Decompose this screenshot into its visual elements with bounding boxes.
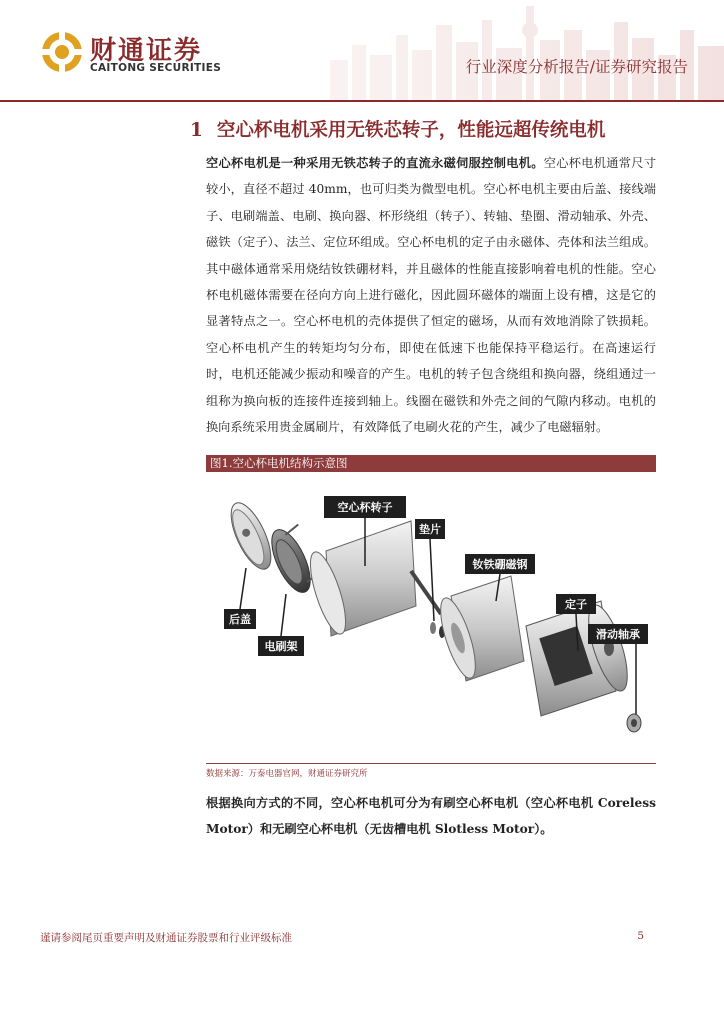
figure-source: 数据来源：万泰电器官网，财通证券研究所 — [206, 769, 368, 779]
conclusion-paragraph: 根据换向方式的不同，空心杯电机可分为有刷空心杯电机（空心杯电机 Coreless Motor）和无刷空心杯电机（无齿槽电机 Slotless Motor）。 — [206, 796, 656, 836]
callout-brush-holder — [258, 594, 304, 656]
callout-stator-text: 定子 — [565, 598, 587, 611]
figure-caption: 图1.空心杯电机结构示意图 — [206, 455, 656, 472]
motor-exploded-diagram — [206, 476, 656, 762]
footer-disclaimer: 谨请参阅尾页重要声明及财通证券股票和行业评级标准 — [40, 932, 292, 944]
callout-brush-holder-text: 电刷架 — [264, 640, 298, 653]
logo-chinese-name: 财通证券 — [90, 36, 203, 66]
callout-back-cover — [224, 568, 256, 629]
page-number: 5 — [637, 930, 644, 942]
stator-housing-part — [526, 601, 635, 716]
ndfeb-magnet-part — [434, 576, 524, 682]
body-text: 空心杯电机通常尺寸较小，直径不超过 40mm，也可归类为微型电机。空心杯电机主要由后盖、接线端子、电刷端盖、电刷、换向器、杯形绕组（转子）、转轴、垫圈、滑动轴承、外壳、磁铁（定子）、法兰、定位环组成。空心杯电机的定子由永磁体、壳体和法兰组成。其中磁体通常采用烧结钕铁硼材料，并且磁体的性能直接影响着电机的性能。空心杯电机磁体需要在径向方向上进行磁化，因此圆环磁体的端面上设有槽，这是它的显著特点之一。空心杯电机的壳体提供了恒定的磁场，从而有效地消除了铁损耗。空心杯电机产生的转矩均匀分布，即使在低速下也能保持平稳运行。在高速运行时，电机还能减少振动和噪音的产生。电机的转子包含绕组和换向器，绕组通过一组称为换向板的连接件连接到轴上。线圈在磁铁和外壳之间的气隙内移动。电机的换向系统采用贵金属刷片，有效降低了电刷火花的产生，减少了电磁辐射。 — [206, 156, 657, 435]
sliding-bearing-part — [627, 714, 641, 732]
logo-emblem-icon — [40, 30, 84, 74]
callout-back-cover-text: 后盖 — [229, 613, 251, 626]
body-lead-sentence: 空心杯电机是一种采用无铁芯转子的直流永磁伺服控制电机。 — [206, 156, 544, 170]
back-cover-part — [223, 497, 279, 574]
body-paragraph — [206, 150, 656, 440]
callout-magnet-text: 钕铁硼磁钢 — [472, 558, 528, 571]
callout-washer-text: 垫片 — [419, 523, 441, 536]
section-number: 1 — [190, 120, 203, 141]
report-type-title: 行业深度分析报告/证券研究报告 — [465, 58, 688, 76]
figure-bottom-rule — [206, 763, 656, 764]
section-title-text: 空心杯电机采用无铁芯转子，性能远超传统电机 — [216, 120, 606, 141]
logo-english-name: CAITONG SECURITIES — [90, 62, 222, 74]
callout-bearing-text: 滑动轴承 — [596, 628, 640, 641]
section-heading — [190, 116, 605, 142]
callout-rotor-text: 空心杯转子 — [337, 501, 393, 514]
header-divider — [0, 100, 724, 102]
